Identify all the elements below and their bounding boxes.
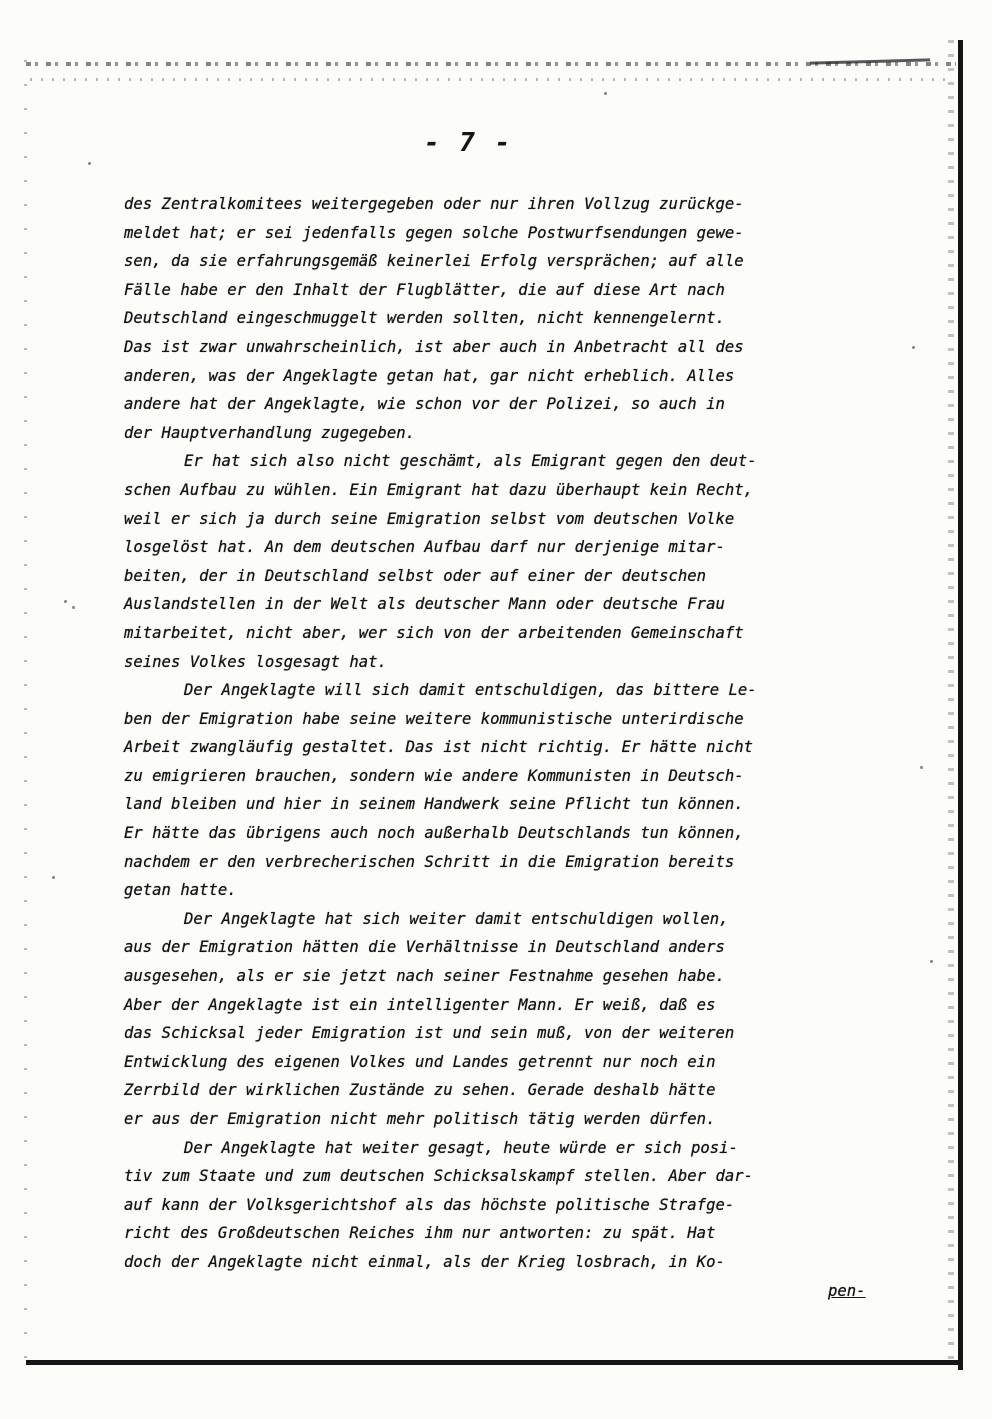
scan-speck xyxy=(920,766,923,769)
scan-border-right xyxy=(958,40,963,1370)
text-line: zu emigrieren brauchen, sondern wie andere Kommunisten in Deutsch- xyxy=(124,766,744,785)
text-line: land bleiben und hier in seinem Handwerk seine Pflicht tun können. xyxy=(124,795,744,814)
text-line: Arbeit zwangläufig gestaltet. Das ist nicht richtig. Er hätte nicht xyxy=(124,738,754,757)
text-line: Entwicklung des eigenen Volkes und Landes getrennt nur noch ein xyxy=(124,1052,716,1071)
scan-border-bottom xyxy=(26,1360,960,1365)
text-line: sen, da sie erfahrungsgemäß keinerlei Erfolg versprächen; auf alle xyxy=(124,252,744,271)
scan-speck xyxy=(64,600,67,603)
scan-speck xyxy=(72,606,75,609)
text-line: meldet hat; er sei jedenfalls gegen solche Postwurfsendungen gewe- xyxy=(124,223,744,242)
text-line: nachdem er den verbrecherischen Schritt in die Emigration bereits xyxy=(124,852,735,871)
text-line: Deutschland eingeschmuggelt werden sollten, nicht kennengelernt. xyxy=(124,309,725,328)
text-line: Der Angeklagte will sich damit entschuldigen, das bittere Le- xyxy=(184,681,757,700)
text-line: Aber der Angeklagte ist ein intelligenter Mann. Er weiß, daß es xyxy=(124,995,716,1014)
scan-noise-top xyxy=(30,78,950,81)
text-line: Er hat sich also nicht geschämt, als Emigrant gegen den deut- xyxy=(184,452,757,471)
text-line: andere hat der Angeklagte, wie schon vor der Polizei, so auch in xyxy=(124,395,725,414)
text-line: beiten, der in Deutschland selbst oder auf einer der deutschen xyxy=(124,566,707,585)
text-line: Zerrbild der wirklichen Zustände zu sehen. Gerade deshalb hätte xyxy=(124,1081,716,1100)
text-line: Fälle habe er den Inhalt der Flugblätter, die auf diese Art nach xyxy=(124,280,725,299)
scan-speck xyxy=(52,876,55,879)
text-line: Auslandstellen in der Welt als deutscher Mann oder deutsche Frau xyxy=(124,595,725,614)
text-line: das Schicksal jeder Emigration ist und sein muß, von der weiteren xyxy=(124,1024,735,1043)
text-line: auf kann der Volksgerichtshof als das höchste politische Strafge- xyxy=(124,1195,735,1214)
text-line: doch der Angeklagte nicht einmal, als der Krieg losbrach, in Ko- xyxy=(124,1252,725,1271)
text-line: er aus der Emigration nicht mehr politisch tätig werden dürfen. xyxy=(124,1110,716,1128)
scan-speck xyxy=(930,960,933,963)
text-line: seines Volkes losgesagt hat. xyxy=(124,652,387,671)
scan-speck xyxy=(88,162,91,165)
text-line: ausgesehen, als er sie jetzt nach seiner Festnahme gesehen habe. xyxy=(124,967,725,986)
text-line: aus der Emigration hätten die Verhältnisse in Deutschland anders xyxy=(124,938,725,957)
text-line: richt des Großdeutschen Reiches ihm nur antworten: zu spät. Hat xyxy=(124,1224,716,1243)
text-line: tiv zum Staate und zum deutschen Schicksalskampf stellen. Aber dar- xyxy=(124,1167,754,1186)
text-line: ben der Emigration habe seine weitere kommunistische unterirdische xyxy=(124,709,744,728)
text-line: losgelöst hat. An dem deutschen Aufbau darf nur derjenige mitar- xyxy=(124,538,725,557)
text-line: mitarbeitet, nicht aber, wer sich von der arbeitenden Gemeinschaft xyxy=(124,623,744,642)
text-line: Der Angeklagte hat sich weiter damit entschuldigen wollen, xyxy=(184,909,729,928)
page-number: - 7 - xyxy=(424,128,513,158)
body-text xyxy=(124,190,914,1277)
text-line: getan hatte. xyxy=(124,881,237,900)
scan-noise-right xyxy=(948,40,954,1370)
text-line: des Zentralkomitees weitergegeben oder nur ihren Vollzug zurückge- xyxy=(124,195,744,213)
text-line: weil er sich ja durch seine Emigration selbst vom deutschen Volke xyxy=(124,509,735,528)
scan-border-left xyxy=(24,60,27,1360)
text-line: Das ist zwar unwahrscheinlich, ist aber auch in Anbetracht all des xyxy=(124,337,744,356)
text-line: der Hauptverhandlung zugegeben. xyxy=(124,423,416,442)
text-line: anderen, was der Angeklagte getan hat, gar nicht erheblich. Alles xyxy=(124,366,735,385)
text-line: Der Angeklagte hat weiter gesagt, heute würde er sich posi- xyxy=(184,1138,738,1157)
text-line: schen Aufbau zu wühlen. Ein Emigrant hat dazu überhaupt kein Recht, xyxy=(124,480,754,499)
continuation-word: pen- xyxy=(828,1282,866,1300)
scan-speck xyxy=(604,92,607,95)
text-line: Er hätte das übrigens auch noch außerhalb Deutschlands tun können, xyxy=(124,824,744,843)
